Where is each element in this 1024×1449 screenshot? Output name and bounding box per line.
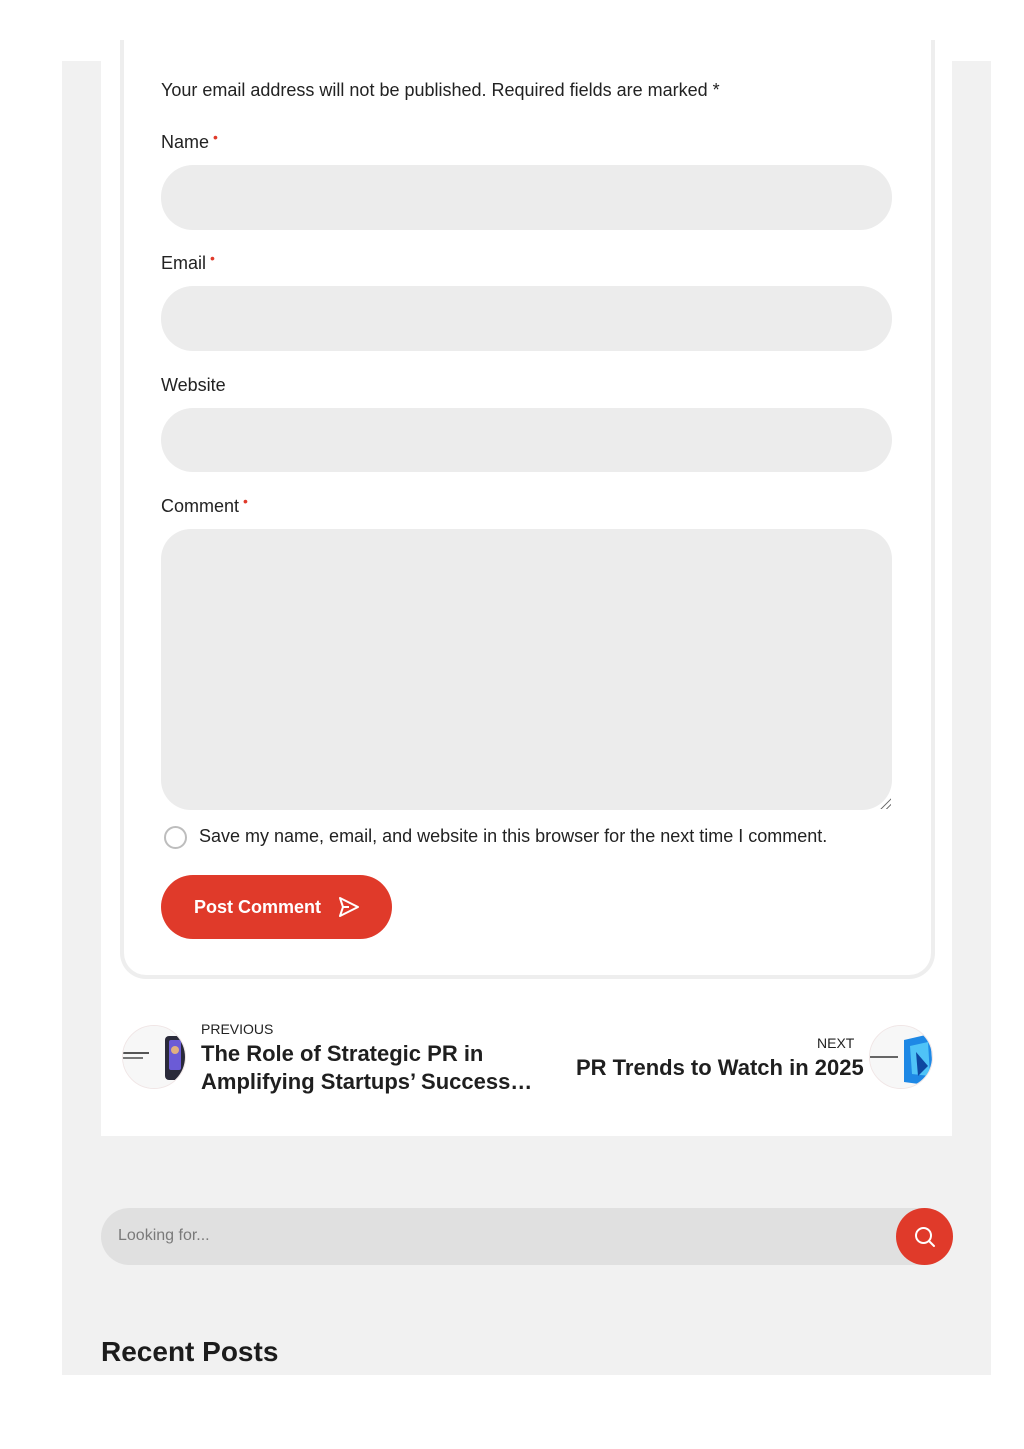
website-label: Website [161, 375, 226, 395]
search-input[interactable] [101, 1208, 952, 1265]
post-comment-label: Post Comment [194, 896, 322, 917]
required-marker: • [210, 250, 215, 266]
required-marker: • [243, 493, 248, 509]
previous-post-title-line2[interactable]: Amplifying Startups’ Success… [201, 1069, 533, 1094]
previous-kicker: PREVIOUS [201, 1021, 274, 1037]
save-info-label: Save my name, email, and website in this browser for the next time I comment. [199, 826, 828, 846]
website-input[interactable] [161, 408, 892, 472]
next-post-title[interactable]: PR Trends to Watch in 2025 [576, 1055, 864, 1080]
search-button[interactable] [896, 1208, 953, 1265]
recent-posts-heading: Recent Posts [101, 1336, 279, 1367]
required-marker: • [213, 129, 218, 145]
email-label [161, 250, 215, 274]
email-input[interactable] [161, 286, 892, 351]
next-post-thumbnail[interactable] [869, 1025, 933, 1089]
name-input[interactable] [161, 165, 892, 230]
search-icon [913, 1225, 937, 1249]
save-info-checkbox[interactable] [164, 826, 187, 849]
previous-post-title-line1[interactable]: The Role of Strategic PR in [201, 1041, 484, 1066]
post-comment-button[interactable] [161, 875, 392, 939]
form-notice: Your email address will not be published. Required fields are marked * [161, 80, 720, 100]
comment-textarea[interactable] [161, 529, 892, 810]
name-label [161, 129, 218, 153]
search-placeholder: Looking for... [118, 1227, 210, 1244]
email-label-text: Email [161, 253, 207, 273]
comment-label [161, 493, 248, 517]
name-label-text: Name [161, 132, 210, 152]
previous-post-thumbnail[interactable] [122, 1025, 186, 1089]
comment-label-text: Comment [161, 496, 240, 516]
send-icon [337, 895, 361, 919]
next-kicker: NEXT [817, 1035, 855, 1051]
textarea-resize-handle[interactable] [879, 797, 891, 809]
